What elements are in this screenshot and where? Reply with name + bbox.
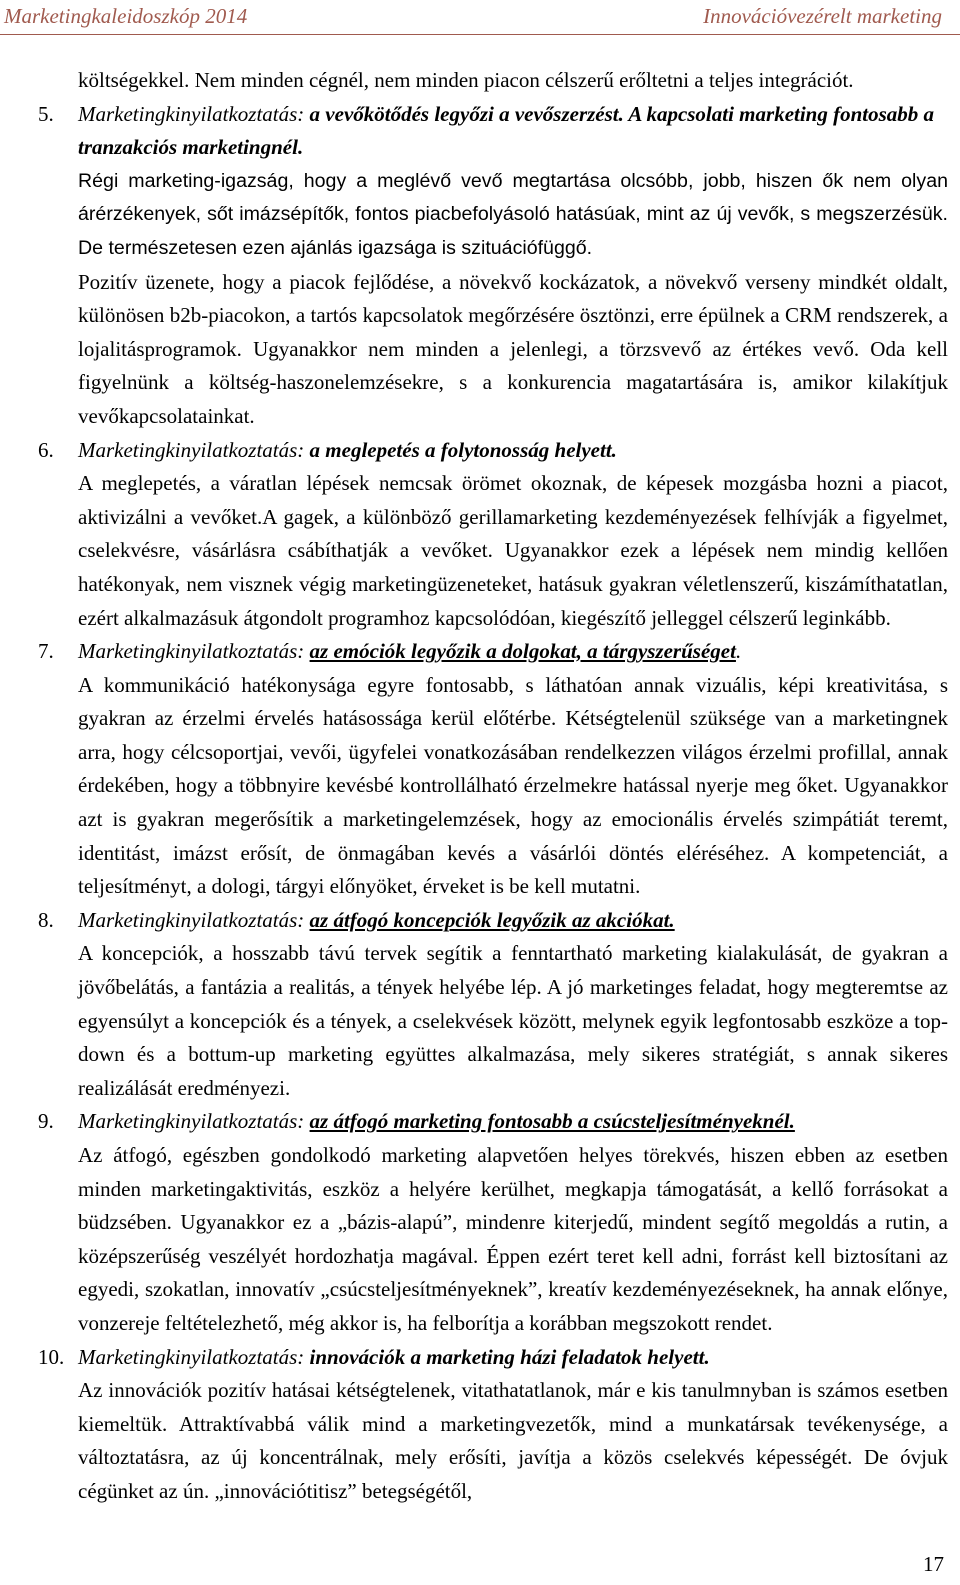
item-prefix: Marketingkinyilatkoztatás: [78, 437, 305, 462]
item-heading [78, 98, 948, 165]
intro-continuation: költségekkel. Nem minden cégnél, nem minden piacon célszerű erőltetni a teljes integrációt. [78, 68, 854, 92]
item-number: 8. [38, 907, 54, 932]
item-prefix: Marketingkinyilatkoztatás: [78, 101, 305, 126]
item-statement: az emóciók legyőzik a dolgokat, a tárgyszerűséget [309, 639, 736, 664]
header-right-title: Innovációvezérelt marketing [703, 4, 942, 28]
page-header [0, 0, 960, 40]
item-prefix: Marketingkinyilatkoztatás: [78, 1109, 305, 1134]
list-item-8 [0, 904, 960, 1106]
item-number: 7. [38, 639, 54, 664]
item-statement: a vevőkötődés legyőzi a vevőszerzést. A kapcsolati marketing fontosabb a tranzakciós marketingnél. [78, 101, 935, 160]
header-left-title: Marketingkaleidoszkóp 2014 [4, 4, 248, 28]
item-number: 9. [38, 1109, 54, 1134]
item-statement: a meglepetés a folytonosság helyett. [304, 437, 617, 462]
item-body: A kommunikáció hatékonysága egyre fontosabb, s láthatóan annak vizuális, képi kreativitása, s gyakran az érzelmi érvelés hatásossága kerül előtérbe. Kétségtelenül szüksége van a marketingnek arra, hogy célcsoportjai, vevői, ügyfelei vonatkozásában rendelkezzen világos érzelmi profillal, annak érdekében, hogy a többnyire kevésbé kontrollálható érzelmekre hatással nyerje meg őket. Ugyanakkor azt is gyakran megerősítik a marketingelemzések, hogy az emocionális érvelés szimpátiát teremt, identitást, imázst erősít, de önmagában kevés a vásárlói döntés eléréséhez. A kompetenciát, a teljesítményt, a dologi, tárgyi előnyöket, érveket is be kell mutatni. [78, 672, 948, 899]
header-rule [0, 34, 960, 35]
item-body: Az innovációk pozitív hatásai kétségtelenek, vitathatatlanok, már e kis tanulmnyban is számos esetben kiemeltük. Attraktívabbá válik mind a marketingvezetők, mind a munkatársak tevékenysége, a változtatásra, az új koncentrálnak, mely erősíti, javítja a közös cselekvés képességét. De óvjuk cégünket az ún. „innovációtitisz” betegségétől, [78, 1378, 948, 1503]
item-prefix: Marketingkinyilatkoztatás: [78, 907, 305, 932]
item-prefix: Marketingkinyilatkoztatás: [78, 1344, 305, 1369]
item-number: 10. [38, 1344, 65, 1369]
item-body: Az átfogó, egészben gondolkodó marketing alapvetően helyes törekvés, hiszen ebben az esetben minden marketingaktivitás, eszköz a helyére kerülhet, megkapja támogatását, a kellő forrásokat a büdzsében. Ugyanakkor ez a „bázis-alapú”, mindenre kiterjedű, mindent segítő megoldás a rutin, a középszerűség veszélyét hordozhatja magával. Éppen ezért teret kell adni, forrást kell biztosítani az egyedi, szokatlan, innovatív „csúcsteljesítményeknek”, kreatív kezdeményezéseknek, ha annak előnye, vonzereje feltételezhető, még akkor is, ha felborítja a korábban megszokott rendet. [78, 1143, 948, 1335]
list-item-10 [0, 1341, 960, 1509]
item-number: 6. [38, 437, 54, 462]
item-statement-suffix: . [735, 639, 742, 664]
item-heading [78, 1341, 948, 1375]
document-body [0, 64, 960, 1509]
item-heading [78, 434, 948, 468]
item-body: A meglepetés, a váratlan lépések nemcsak örömet okoznak, de képesek mozgásba hozni a piacot, aktivizálni a vevőket.A gagek, a különböző gerillamarketing kezdeményezések felhívják a figyelmet, cselekvésre, vásárlásra csábíthatják a vevőket. Ugyanakkor ezek a lépések nem mindig kellően hatékonyak, nem visznek végig marketingüzeneteket, hatásuk gyakran véletlenszerű, kiszámíthatatlan, ezért alkalmazásuk átgondolt programhoz kapcsolódóan, kiegészítő jelleggel célszerű leginkább. [78, 471, 948, 630]
item-heading [78, 635, 948, 669]
list-item-6 [0, 434, 960, 636]
item-statement: az átfogó koncepciók legyőzik az akciókat. [309, 907, 675, 932]
item-prefix: Marketingkinyilatkoztatás: [78, 639, 305, 664]
item-body: Pozitív üzenete, hogy a piacok fejlődése, a növekvő kockázatok, a növekvő verseny mindkét oldalt, különösen b2b-piacokon, a tartós kapcsolatok megőrzésére ösztönzi, erre épülnek a CRM rendszerek, a lojalitásprogramok. Ugyanakkor nem minden a jelenlegi, a törzsvevő az értékes vevő. Oda kell figyelnünk a költség-haszonelemzésekre, s a konkurencia magatartására is, amikor kilakítjuk vevőkapcsolatainkat. [78, 269, 948, 428]
page-number: 17 [923, 1552, 944, 1576]
item-statement: az átfogó marketing fontosabb a csúcsteljesítményeknél. [309, 1109, 795, 1134]
list-item-9 [0, 1105, 960, 1340]
item-heading [78, 1105, 948, 1139]
item-number: 5. [38, 101, 54, 126]
item-heading [78, 904, 948, 938]
item-statement: innovációk a marketing házi feladatok helyett. [304, 1344, 710, 1369]
item-body-sans: Régi marketing-igazság, hogy a meglévő vevő megtartása olcsóbb, jobb, hiszen ők nem olyan árérzékenyek, sőt imázsépítők, fontos piacbefolyásoló hatásúak, mint az új vevők, s megszerzésük. De természetesen ezen ajánlás igazsága is szituációfüggő. [78, 169, 948, 259]
list-item-5 [0, 98, 960, 434]
item-body: A koncepciók, a hosszabb távú tervek segítik a fenntartható marketing kialakulását, de gyakran a jövőbelátás, a fantázia a realitás, a tények helyébe lép. A jó marketinges feladat, hogy megteremtse az egyensúlyt a koncepciók és a tények, a cselekvések között, melynek egyik legfontosabb eszköze a top-down és a bottum-up marketing együttes alkalmazása, mely sikeres stratégiát, s annak sikeres realizálását eredményezi. [78, 941, 948, 1100]
list-item-7 [0, 635, 960, 904]
